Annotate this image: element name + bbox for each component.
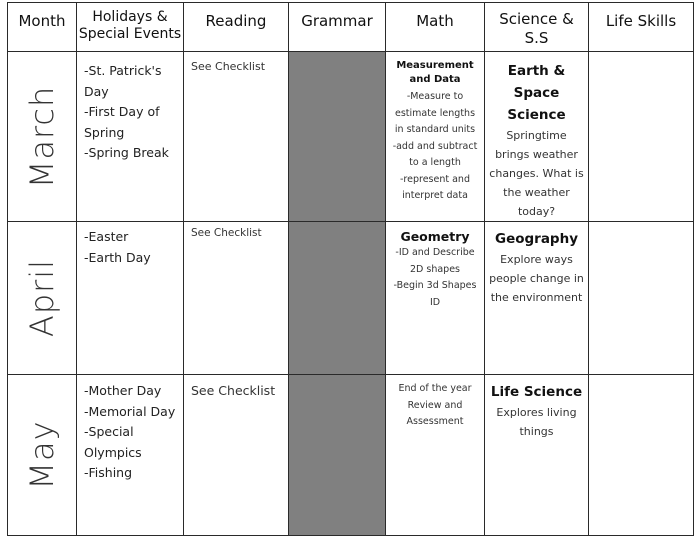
- holiday-line: -Memorial Day: [84, 403, 176, 419]
- science-title: Geography: [494, 231, 579, 247]
- month-cell: [8, 222, 77, 375]
- month-label: April: [23, 258, 61, 338]
- math-line: End of the year: [398, 383, 472, 394]
- header-life-skills: Life Skills: [589, 3, 694, 52]
- math-line: -Begin 3d Shapes: [393, 280, 477, 291]
- holiday-line: Olympics: [84, 444, 142, 460]
- holiday-line: -Easter: [84, 229, 129, 244]
- science-title: Life Science: [490, 384, 583, 400]
- holiday-line: Day: [84, 83, 109, 99]
- header-grammar: Grammar: [289, 3, 386, 52]
- math-line: estimate lengths: [394, 107, 476, 119]
- reading-text: See Checklist: [191, 227, 262, 239]
- life-skills-cell: [589, 52, 694, 222]
- math-line: Assessment: [406, 416, 464, 427]
- header-math: Math: [386, 3, 485, 52]
- grammar-cell: [289, 222, 386, 375]
- holiday-line: -Mother Day: [84, 383, 162, 398]
- holiday-line: -First Day of: [84, 104, 160, 119]
- header-reading: Reading: [184, 3, 289, 52]
- math-cell: [386, 375, 485, 536]
- math-cell: [386, 52, 485, 222]
- math-title: Geometry: [400, 229, 470, 244]
- header-science: Science & S.S: [485, 3, 589, 52]
- holidays-cell: [77, 375, 184, 536]
- math-cell: [386, 222, 485, 375]
- month-label: May: [23, 420, 61, 490]
- reading-text: See Checklist: [191, 60, 266, 73]
- math-line: -ID and Describe: [395, 247, 475, 258]
- holiday-line: Spring: [84, 124, 125, 140]
- science-body: Explores living things: [496, 406, 577, 438]
- row-march: [8, 52, 694, 222]
- math-line: Review and: [407, 399, 463, 411]
- math-line: to a length: [409, 157, 461, 168]
- header-month: Month: [8, 3, 77, 52]
- reading-text: See Checklist: [191, 383, 276, 398]
- holiday-line: -Spring Break: [84, 145, 169, 160]
- science-cell: [485, 222, 589, 375]
- math-line: interpret data: [402, 190, 468, 201]
- science-body: Explore ways people change in the environment: [489, 253, 584, 304]
- holiday-line: -Special: [84, 424, 134, 439]
- month-cell: [8, 375, 77, 536]
- holiday-line: -Earth Day: [84, 249, 151, 265]
- holidays-cell: [77, 222, 184, 375]
- grammar-cell: [289, 52, 386, 222]
- month-cell: [8, 52, 77, 222]
- header-holidays: Holidays & Special Events: [77, 3, 184, 52]
- math-line: in standard units: [394, 124, 476, 135]
- row-april: [8, 222, 694, 375]
- math-title: Measurement and Data: [396, 60, 474, 85]
- reading-cell: [184, 52, 289, 222]
- math-line: -Measure to: [406, 91, 464, 102]
- header-row: [8, 3, 694, 52]
- holiday-line: -Fishing: [84, 465, 133, 480]
- life-skills-cell: [589, 222, 694, 375]
- reading-cell: [184, 222, 289, 375]
- math-line: -represent and: [400, 173, 470, 185]
- science-title: Earth & Space Science: [507, 63, 566, 123]
- science-cell: [485, 375, 589, 536]
- life-skills-cell: [589, 375, 694, 536]
- reading-cell: [184, 375, 289, 536]
- holidays-cell: [77, 52, 184, 222]
- month-label: March: [23, 85, 61, 188]
- row-may: [8, 375, 694, 536]
- curriculum-table: [7, 2, 694, 536]
- grammar-cell: [289, 375, 386, 536]
- math-line: ID: [429, 296, 441, 308]
- holiday-line: -St. Patrick's: [84, 63, 162, 78]
- science-cell: [485, 52, 589, 222]
- science-body: Springtime brings weather changes. What is the weather today?: [489, 129, 584, 218]
- math-line: -add and subtract: [392, 140, 478, 152]
- math-line: 2D shapes: [410, 263, 460, 275]
